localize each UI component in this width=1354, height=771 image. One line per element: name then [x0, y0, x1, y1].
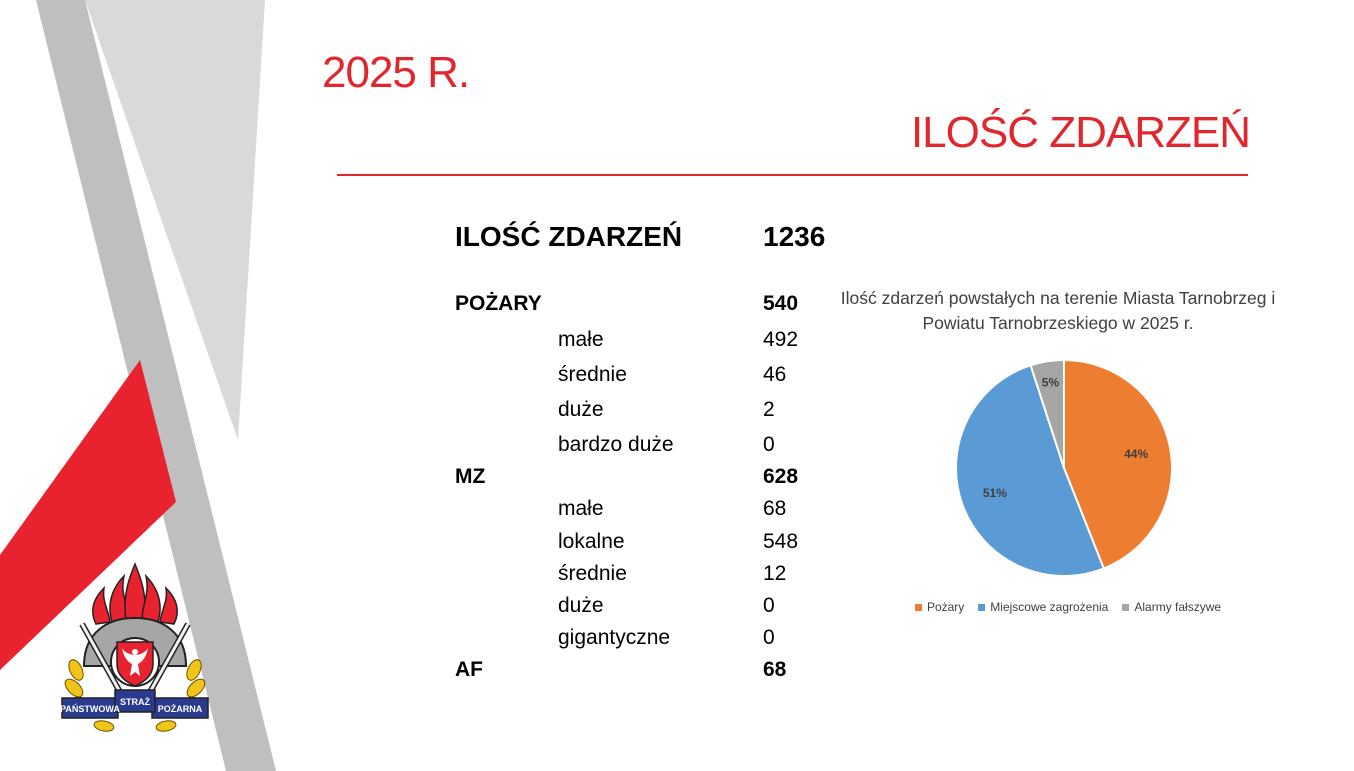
group-value: 628	[763, 465, 799, 488]
legend-label: Pożary	[926, 600, 965, 614]
flame-icon	[93, 564, 178, 624]
item-value: 68	[763, 497, 787, 520]
total-value: 1236	[763, 221, 826, 252]
legend-item-miejscowe-zagrozenia	[978, 600, 1108, 614]
legend-item-alarmy-falszywe	[1122, 600, 1221, 614]
pie-data-label: 44%	[1124, 447, 1149, 462]
fire-service-emblem	[60, 562, 210, 748]
item-label: duże	[558, 594, 604, 617]
item-value: 548	[763, 530, 799, 553]
legend-swatch	[915, 604, 922, 611]
emblem-text-center: STRAŻ	[120, 697, 150, 707]
pie-chart	[940, 350, 1190, 590]
group-label: MZ	[455, 465, 486, 488]
group-label: POŻARY	[455, 292, 542, 315]
item-label: bardzo duże	[558, 433, 674, 456]
item-label: średnie	[558, 562, 627, 585]
item-label: gigantyczne	[558, 626, 671, 649]
item-value: 0	[763, 433, 775, 456]
page-title: ILOŚĆ ZDARZEŃ	[910, 108, 1250, 157]
pie-data-label: 5%	[1041, 375, 1060, 390]
legend-swatch	[1122, 604, 1129, 611]
item-label: lokalne	[558, 530, 625, 553]
legend-label: Miejscowe zagrożenia	[990, 600, 1109, 614]
emblem-text-left: PAŃSTWOWA	[60, 704, 120, 714]
title-divider	[337, 174, 1248, 176]
item-value: 0	[763, 594, 775, 617]
emblem-text-right: POŻARNA	[157, 704, 203, 714]
item-value: 492	[763, 328, 799, 351]
legend-label: Alarmy fałszywe	[1134, 600, 1222, 614]
group-value: 540	[763, 292, 799, 315]
pie-data-label: 51%	[982, 485, 1007, 500]
item-value: 12	[763, 562, 787, 585]
item-label: małe	[558, 328, 604, 351]
group-label: AF	[455, 658, 483, 681]
legend-item-pozary	[915, 600, 964, 614]
chart-title: Ilość zdarzeń powstałych na terenie Miasta Tarnobrzeg i Powiatu Tarnobrzeskiego w 2025 r.	[840, 288, 1276, 333]
total-label: ILOŚĆ ZDARZEŃ	[455, 221, 683, 252]
item-value: 0	[763, 626, 775, 649]
item-label: małe	[558, 497, 604, 520]
chart-legend	[850, 600, 1286, 614]
legend-swatch	[978, 604, 985, 611]
item-label: duże	[558, 398, 604, 421]
year-heading: 2025 R.	[322, 48, 470, 97]
group-value: 68	[763, 658, 787, 681]
item-value: 46	[763, 363, 787, 386]
item-value: 2	[763, 398, 775, 421]
item-label: średnie	[558, 363, 627, 386]
